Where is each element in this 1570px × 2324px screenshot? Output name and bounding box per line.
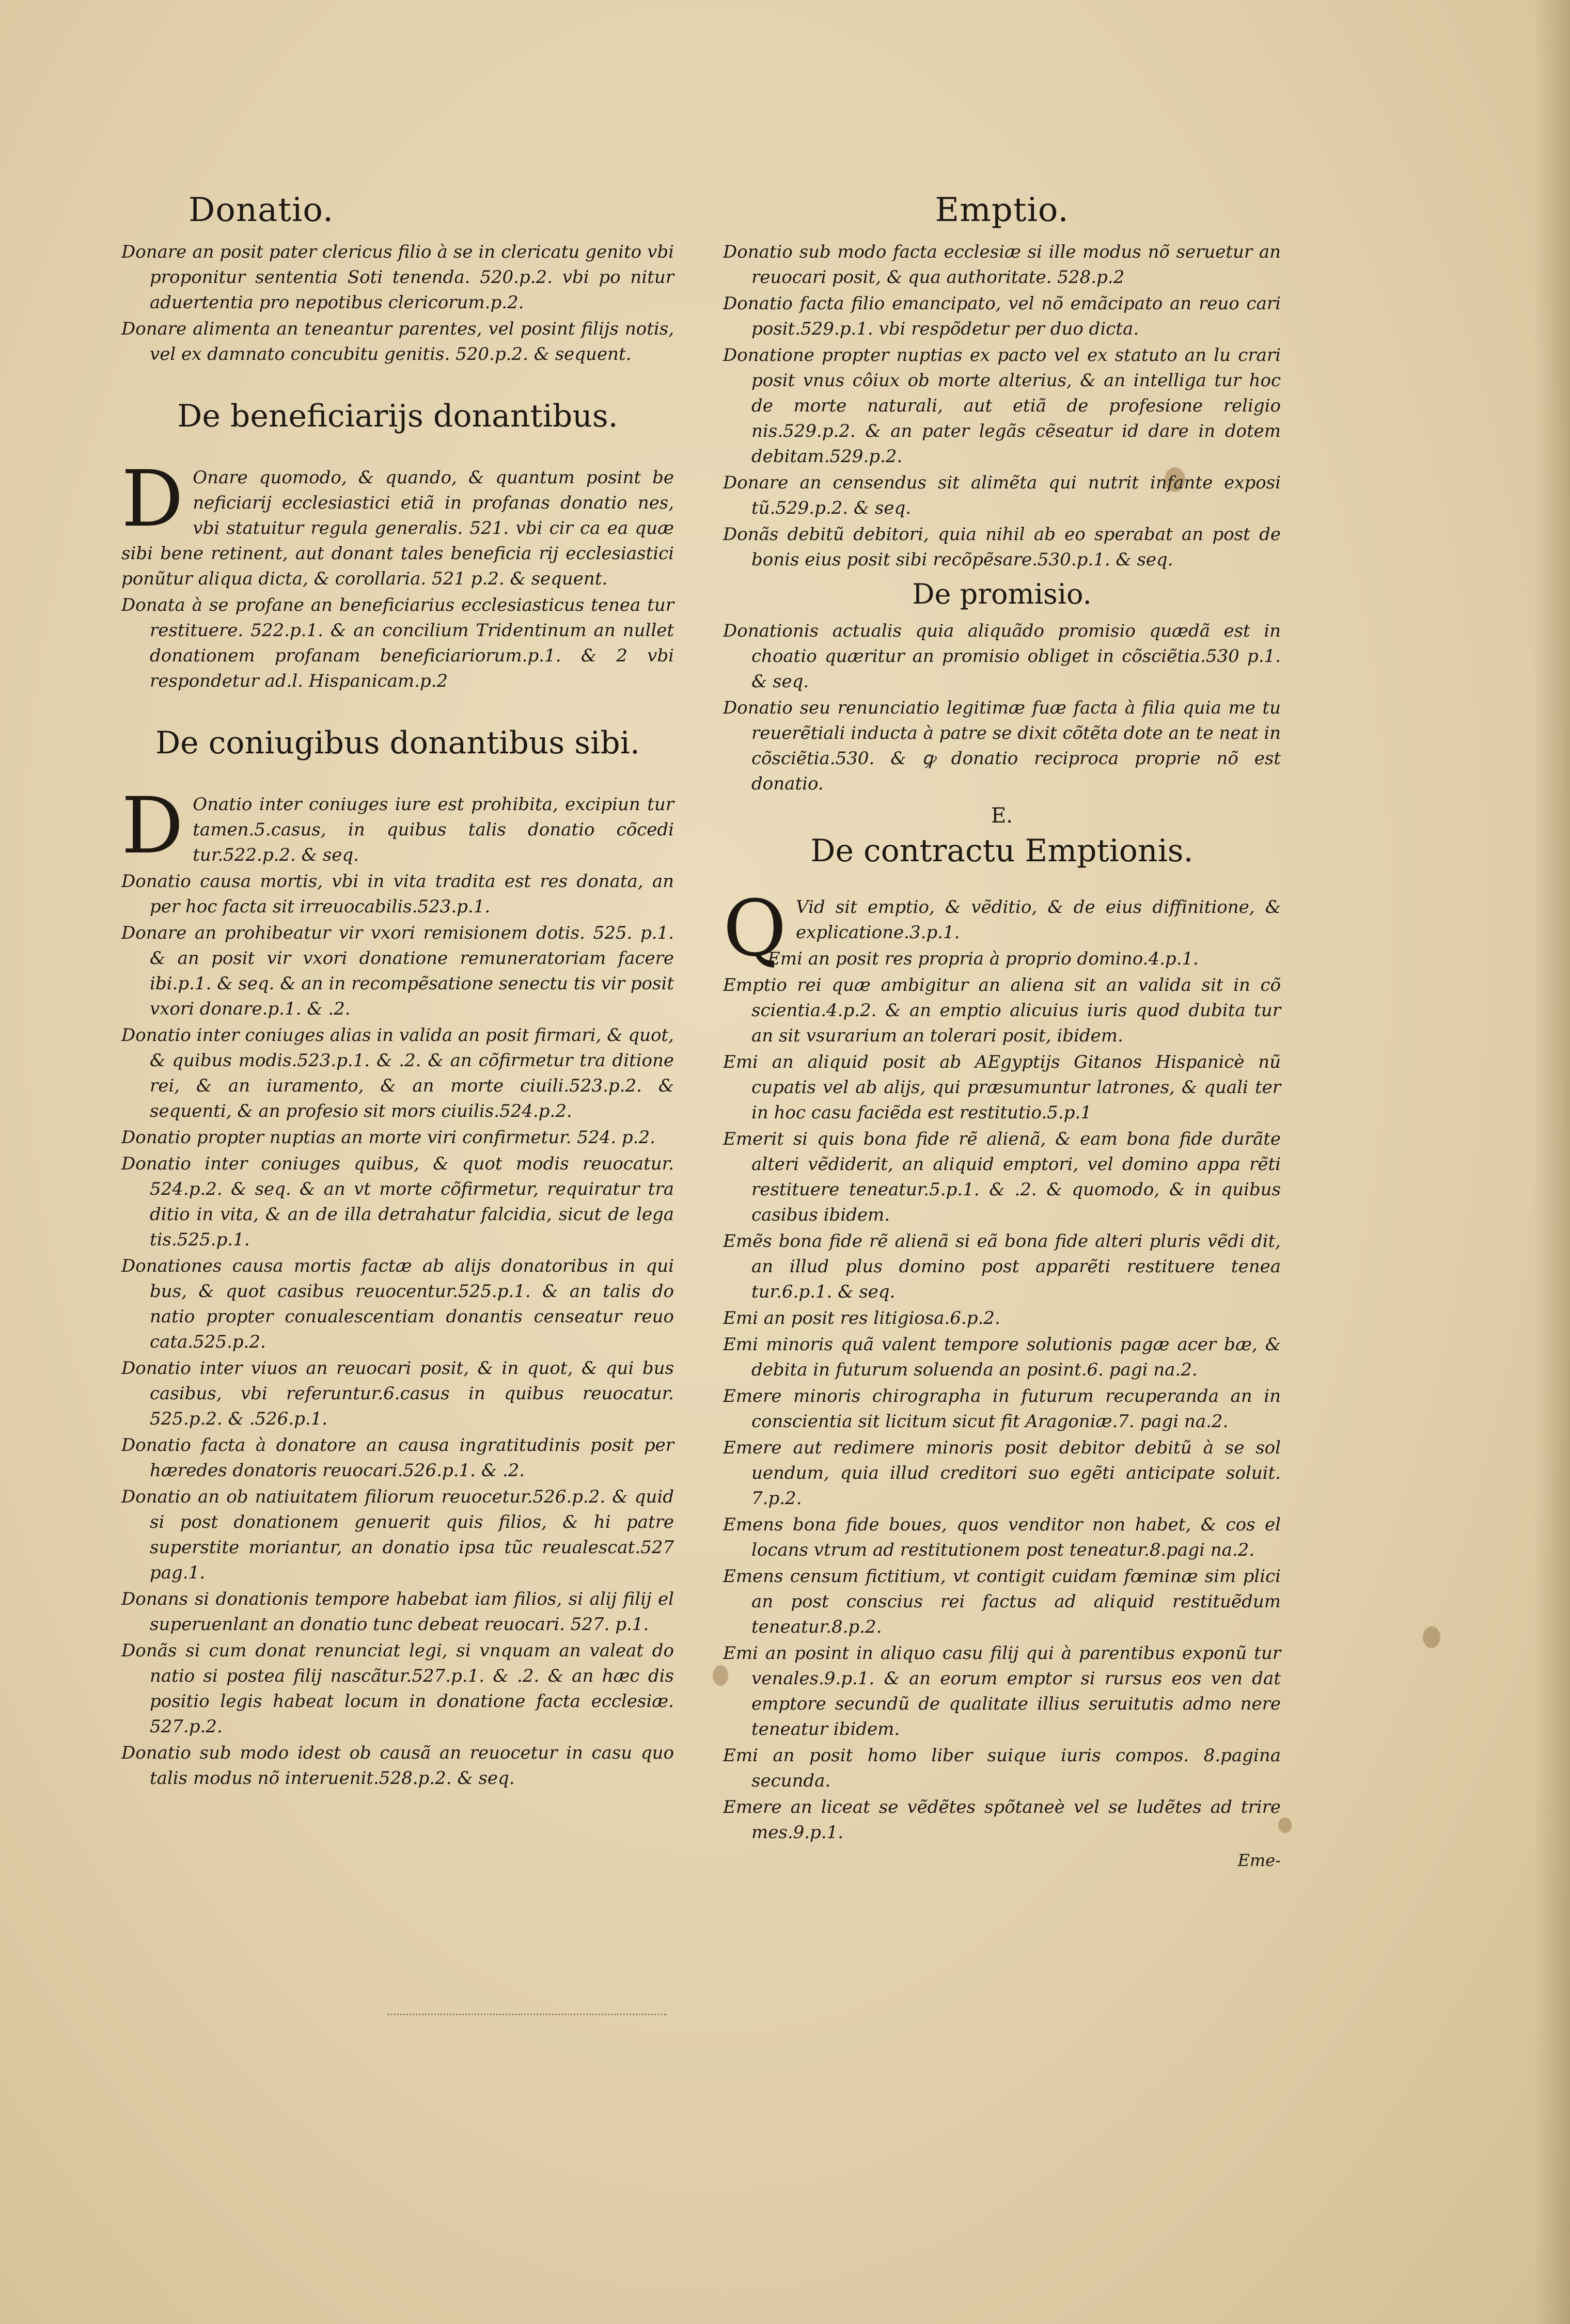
index-entry: Emi minoris quã valent tempore solutionis pagæ acer bæ, & debita in futurum soluenda an posint.6. pagi na.2.: [723, 1334, 1281, 1380]
index-entry: Emerit si quis bona fide rẽ alienã, & eam bona fide durãte alteri vẽdiderit, an aliquid emptori, vel domino appa rẽti restituere teneatur.5.p.1. & .2. & quomodo, & in quibus casibus ibidem.: [723, 1129, 1281, 1225]
index-entry: Donatio inter coniuges quibus, & quot modis reuocatur. 524.p.2. & seq. & an vt morte cõfirmetur, requiratur tra ditio in vita, & an de illa detrahatur falcidia, sicut de lega tis.525.p.1.: [121, 1153, 674, 1250]
index-entry: Donatio inter viuos an reuocari posit, & in quot, & qui bus casibus, vbi referuntur.6.casus in quibus reuocatur. 525.p.2. & .526.p.1.: [121, 1358, 674, 1429]
left-column: [121, 191, 674, 1792]
section2-entries: [121, 869, 674, 1791]
entry-first-beneficiarijs: [121, 454, 674, 592]
ink-stain: [1423, 1626, 1440, 1648]
running-head-left: Donatio.: [189, 191, 334, 229]
index-entry: Emi an posit res propria à proprio domino.4.p.1.: [767, 948, 1199, 969]
entry-first-coniugibus: [121, 781, 674, 871]
index-entry: Donationes causa mortis factæ ab alijs donatoribus in qui bus, & quot casibus reuocentur.525.p.1. & an talis do natio propter conualescentiam donantis censeatur reuo cata.525.p.2.: [121, 1256, 674, 1352]
left-top-entries: [121, 240, 674, 367]
index-entry: Emens bona fide boues, quos venditor non habet, & cos el locans vtrum ad restitutionem post teneatur.8.pagi na.2.: [723, 1514, 1281, 1560]
index-entry: Emi an posit homo liber suique iuris compos. 8.pagina secunda.: [723, 1745, 1281, 1791]
index-entry: Emere minoris chirographa in futurum recuperanda an in conscientia sit licitum sicut fit Aragoniæ.7. pagi na.2.: [723, 1386, 1281, 1432]
index-entry: Donãs debitũ debitori, quia nihil ab eo sperabat an post de bonis eius posit sibi recõpẽsare.530.p.1. & seq.: [723, 524, 1281, 570]
index-entry: Donatio causa mortis, vbi in vita tradita est res donata, an per hoc facta sit irreuocabilis.523.p.1.: [121, 871, 674, 917]
entry-text: Onatio inter coniuges iure est prohibita, excipiun tur tamen.5.casus, in quibus talis donatio cõcedi tur.522.p.2. & seq.: [193, 794, 674, 865]
index-entry: Donatio propter nuptias an morte viri confirmetur. 524. p.2.: [121, 1127, 655, 1148]
subsection-heading-promisio: De promisio.: [912, 578, 1092, 610]
section-entries: [723, 946, 1281, 1845]
index-entry: Donãs si cum donat renunciat legi, si vnquam an valeat do natio si postea filij nascãtur.527.p.1. & .2. & an hæc dis positio legis habeat locum in donatione facta ecclesiæ. 527.p.2.: [121, 1640, 674, 1737]
index-entry: Donare alimenta an teneantur parentes, vel posint filijs notis, vel ex damnato concubitu genitis. 520.p.2. & sequent.: [121, 319, 674, 365]
index-entry: Donatio an ob natiuitatem filiorum reuocetur.526.p.2. & quid si post donationem genuerit quis filios, & hi patre superstite moriantur, an donatio ipsa tũc reualescat.527 pag.1.: [121, 1487, 674, 1583]
index-entry: Donatio facta filio emancipato, vel nõ emãcipato an reuo cari posit.529.p.1. vbi respõdetur per duo dicta.: [723, 293, 1281, 339]
index-entry: Donationis actualis quia aliquãdo promisio quædã est in choatio quæritur an promisio obliget in cõsciẽtia.530 p.1. & seq.: [723, 621, 1281, 692]
index-entry: Donata à se profane an beneficiarius ecclesiasticus tenea tur restituere. 522.p.1. & an concilium Tridentinum an nullet donationem profanam beneficiariorum.p.1. & 2 vbi respondetur ad.l. Hispanicam.p.2: [121, 595, 674, 691]
index-entry: Donatio seu renunciatio legitimæ fuæ facta à filia quia me tu reuerẽtiali inducta à patre se dixit cõtẽta dote an te neat in cõsciẽtia.530. & ꝙ donatio reciproca proprie nõ est donatio.: [723, 698, 1281, 794]
index-entry: Donare an posit pater clericus filio à se in clericatu genito vbi proponitur sententia Soti tenenda. 520.p.2. vbi po nitur aduertentia pro nepotibus clericorum.p.2.: [121, 242, 674, 313]
section-heading-coniugibus: De coniugibus donantibus sibi.: [155, 725, 640, 761]
index-entry: Donatio sub modo facta ecclesiæ si ille modus nõ seruetur an reuocari posit, & qua authoritate. 528.p.2: [723, 242, 1281, 288]
drop-cap: Q: [723, 884, 787, 974]
index-entry: Donatione propter nuptias ex pacto vel ex statuto an lu crari posit vnus côiux ob morte alterius, & an intelliga tur hoc de morte naturali, aut etiã de profesione religio nis.529.p.2. & an pater legãs cẽseatur id dare in dotem debitam.529.p.2.: [723, 345, 1281, 467]
letter-mark: E.: [991, 804, 1013, 828]
index-entry: Emere aut redimere minoris posit debitor debitũ à se sol uendum, quia illud creditori suo egẽti anticipate soluit. 7.p.2.: [723, 1437, 1281, 1509]
entry-text: Vid sit emptio, & vẽditio, & de eius diffinitione, & explicatione.3.p.1.: [795, 897, 1281, 943]
index-entry: Emẽs bona fide rẽ alienã si eã bona fide alteri pluris vẽdi dit, an illud plus domino post apparẽti restituere tenea tur.6.p.1. & seq.: [723, 1231, 1281, 1302]
index-entry: Emi an posint in aliquo casu filij qui à parentibus exponũ tur venales.9.p.1. & an eorum emptor si rursus eos ven dat emptore secundũ de qualitate illius seruitutis admo nere teneatur ibidem.: [723, 1643, 1281, 1740]
index-entry: Donans si donationis tempore habebat iam filios, si alij filij el superuenlant an donatio tunc debeat reuocari. 527. p.1.: [121, 1589, 674, 1635]
index-entry: Emi an posit res litigiosa.6.p.2.: [723, 1308, 1000, 1329]
index-entry: Donare an censendus sit alimẽta qui nutrit infante exposi tũ.529.p.2. & seq.: [723, 472, 1281, 518]
entry-text: Onare quomodo, & quando, & quantum posint be neficiarij ecclesiastici etiã in profanas donatio nes, vbi statuitur regula generalis. 521. vbi cir ca ea quæ sibi bene retinent, aut donant tales beneficia rij ecclesiastici ponũtur aliqua dicta, & corollaria. 521 p.2. & sequent.: [121, 467, 674, 589]
page-edge-shadow: [1534, 0, 1570, 2324]
drop-cap: D: [121, 454, 184, 544]
drop-cap: D: [121, 781, 184, 871]
index-entry: Donare an prohibeatur vir vxori remisionem dotis. 525. p.1. & an posit vir vxori donatione remuneratoriam facere ibi.p.1. & seq. & an in recompẽsatione senectu tis vir posit vxori donare.p.1. & .2.: [121, 923, 674, 1019]
index-entry: Emi an aliquid posit ab AEgyptijs Gitanos Hispanicè nũ cupatis vel ab alijs, qui præsumuntur latrones, & quali ter in hoc casu faciẽda est restitutio.5.p.1: [723, 1052, 1281, 1123]
section-heading-beneficiarijs: De beneficiarijs donantibus.: [177, 398, 618, 434]
section-heading-emptionis: De contractu Emptionis.: [810, 833, 1194, 869]
index-entry: Emere an liceat se vẽdẽtes spõtaneè vel se ludẽtes ad trire mes.9.p.1.: [723, 1797, 1281, 1843]
index-entry: Donatio inter coniuges alias in valida an posit firmari, & quot, & quibus modis.523.p.1. & .2. & an cõfirmetur tra ditione rei, & an iuramento, & an morte ciuili.523.p.2. & sequenti, & an profesio sit mors ciuilis.524.p.2.: [121, 1025, 674, 1121]
index-entry: Emptio rei quæ ambigitur an aliena sit an valida sit in cõ scientia.4.p.2. & an emptio alicuius iuris quod dubita tur an sit vsurarium an tolerari posit, ibidem.: [723, 975, 1281, 1046]
running-head-right: Emptio.: [935, 191, 1069, 229]
section1-entries: [121, 593, 674, 694]
index-entry: Donatio facta à donatore an causa ingratitudinis posit per hæredes donatoris reuocari.526.p.1. & .2.: [121, 1435, 674, 1481]
right-column: [723, 191, 1281, 1870]
footer-rule: [387, 2014, 666, 2015]
right-top-entries: [723, 240, 1281, 573]
catchword: Eme-: [1237, 1851, 1281, 1870]
index-entry: Emens censum fictitium, vt contigit cuidam fœminæ sim plici an post conscius rei factus ad aliquid restituẽdum teneatur.8.p.2.: [723, 1566, 1281, 1637]
index-entry: Donatio sub modo idest ob causã an reuocetur in casu quo talis modus nõ interuenit.528.p.2. & seq.: [121, 1743, 674, 1789]
subsection-entries: [723, 619, 1281, 797]
